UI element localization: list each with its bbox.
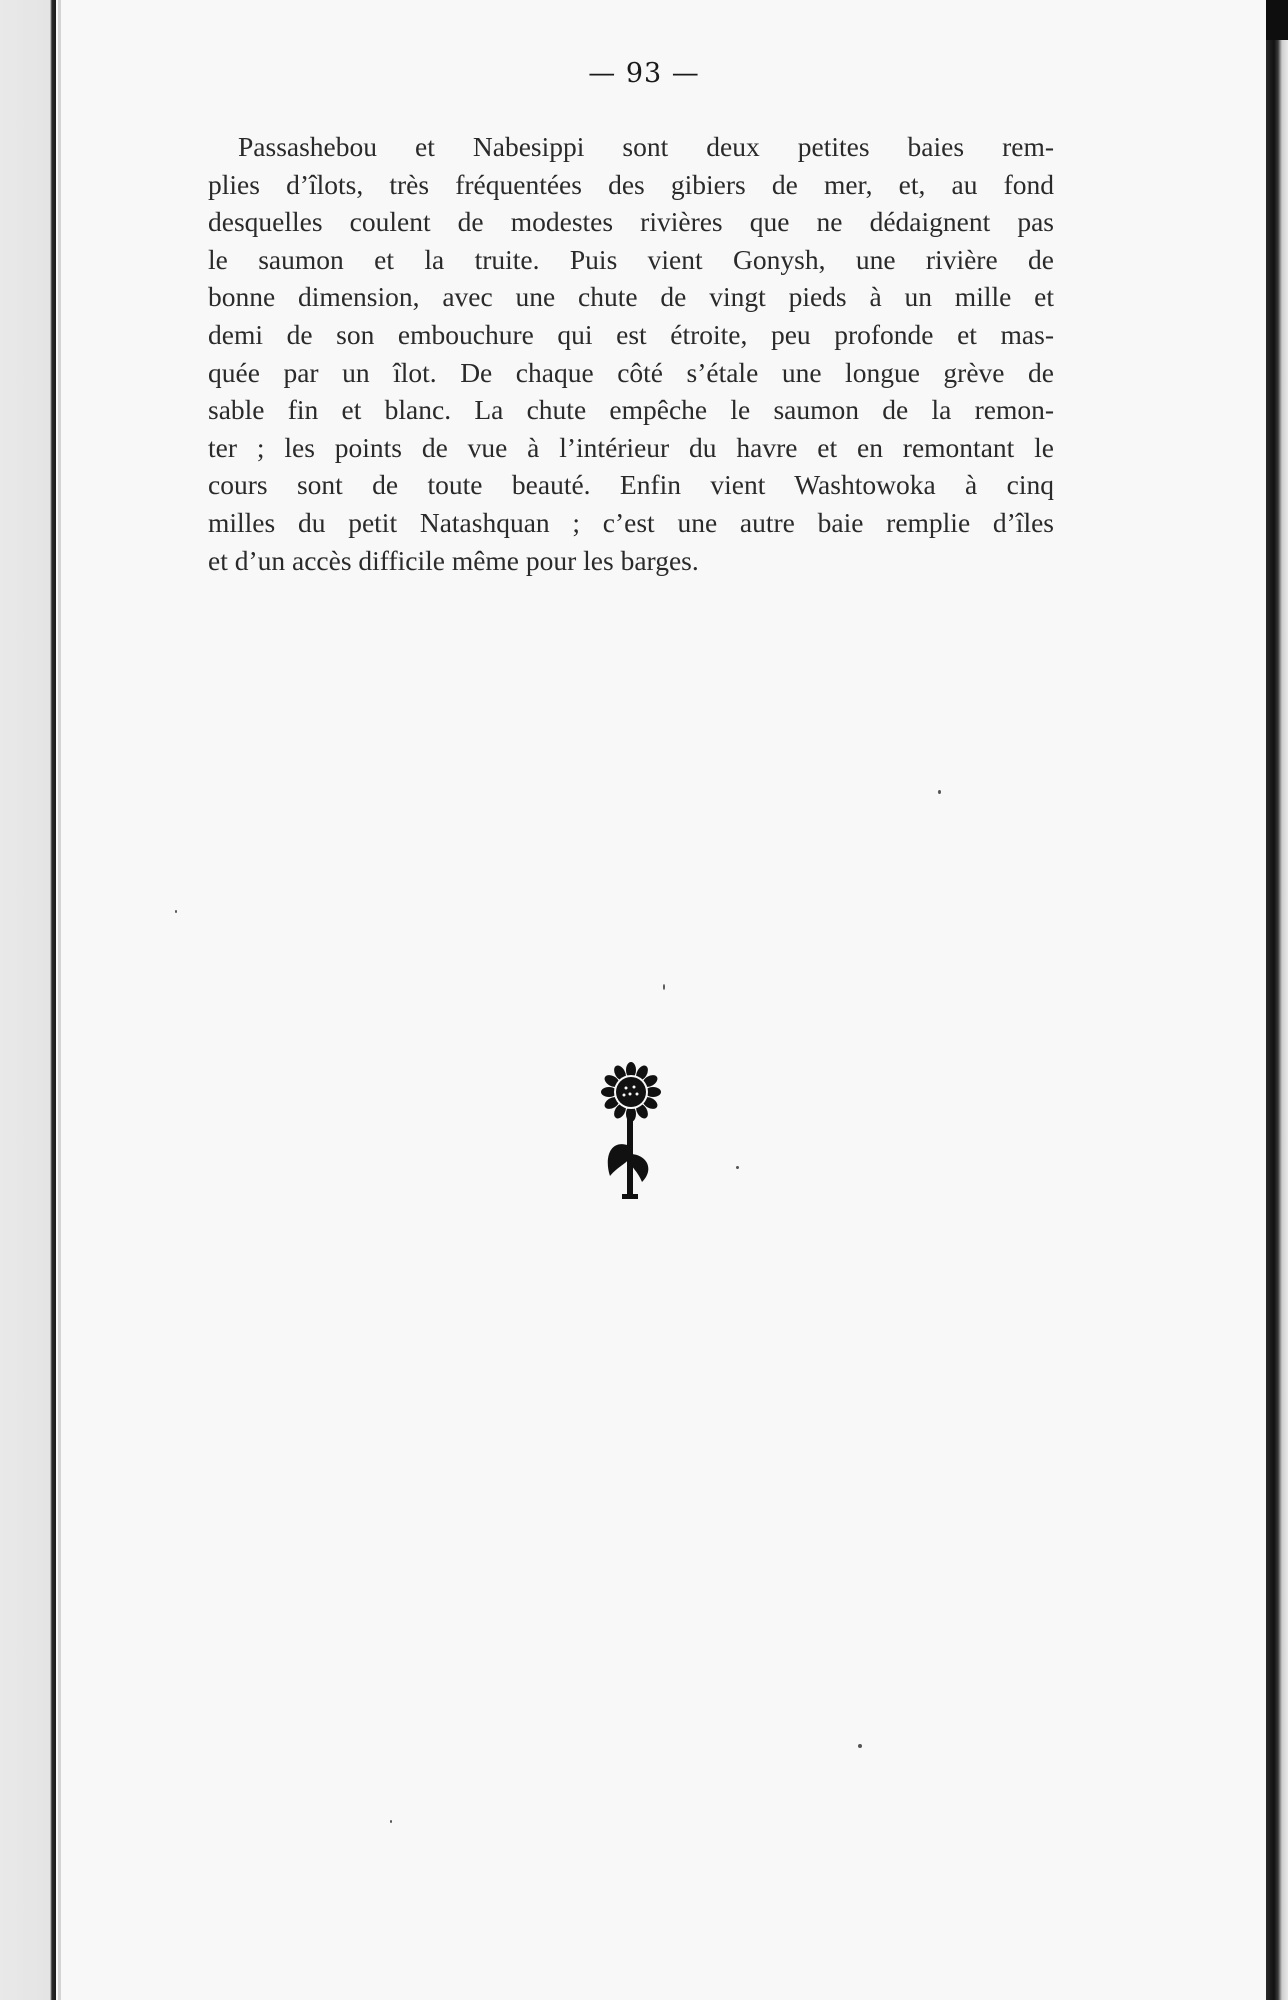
scan-speck: [858, 1744, 862, 1748]
scan-speck: [663, 984, 665, 990]
text-line: cours sont de toute beauté. Enfin vient Washtowoka à cinq: [208, 469, 1054, 501]
text-line: milles du petit Natashquan ; c’est une autre baie remplie d’îles: [208, 506, 1054, 538]
text-line: et d’un accès difficile même pour les barges.: [208, 544, 699, 576]
text-line: bonne dimension, avec une chute de vingt pieds à un mille et: [208, 281, 1054, 313]
text-line: quée par un îlot. De chaque côté s’étale une longue grève de: [208, 356, 1054, 388]
scan-edge-left: [0, 0, 56, 2000]
text-line: ter ; les points de vue à l’intérieur du havre et en remontant le: [208, 431, 1054, 463]
scan-speck: [736, 1166, 739, 1169]
text-line: Passashebou et Nabesippi sont deux petites baies rem-: [238, 131, 1054, 162]
text-line: desquelles coulent de modestes rivières que ne dédaignent pas: [208, 206, 1054, 238]
scan-speck: [938, 790, 941, 794]
page-gutter-line: [58, 0, 61, 2000]
paragraph: [208, 128, 1054, 579]
text-line: sable fin et blanc. La chute empêche le saumon de la remon-: [208, 394, 1054, 426]
text-line: plies d’îlots, très fréquentées des gibiers de mer, et, au fond: [208, 168, 1054, 200]
scan-corner-dark: [1266, 0, 1288, 40]
scan-speck: [390, 1820, 392, 1823]
scan-speck: [175, 910, 177, 913]
sunflower-tailpiece-icon: [596, 1058, 666, 1208]
page-number: — 93 —: [588, 58, 700, 89]
scan-edge-right: [1266, 0, 1288, 2000]
text-line: le saumon et la truite. Puis vient Gonysh, une rivière de: [208, 243, 1054, 275]
text-line: demi de son embouchure qui est étroite, peu profonde et mas-: [208, 318, 1054, 350]
